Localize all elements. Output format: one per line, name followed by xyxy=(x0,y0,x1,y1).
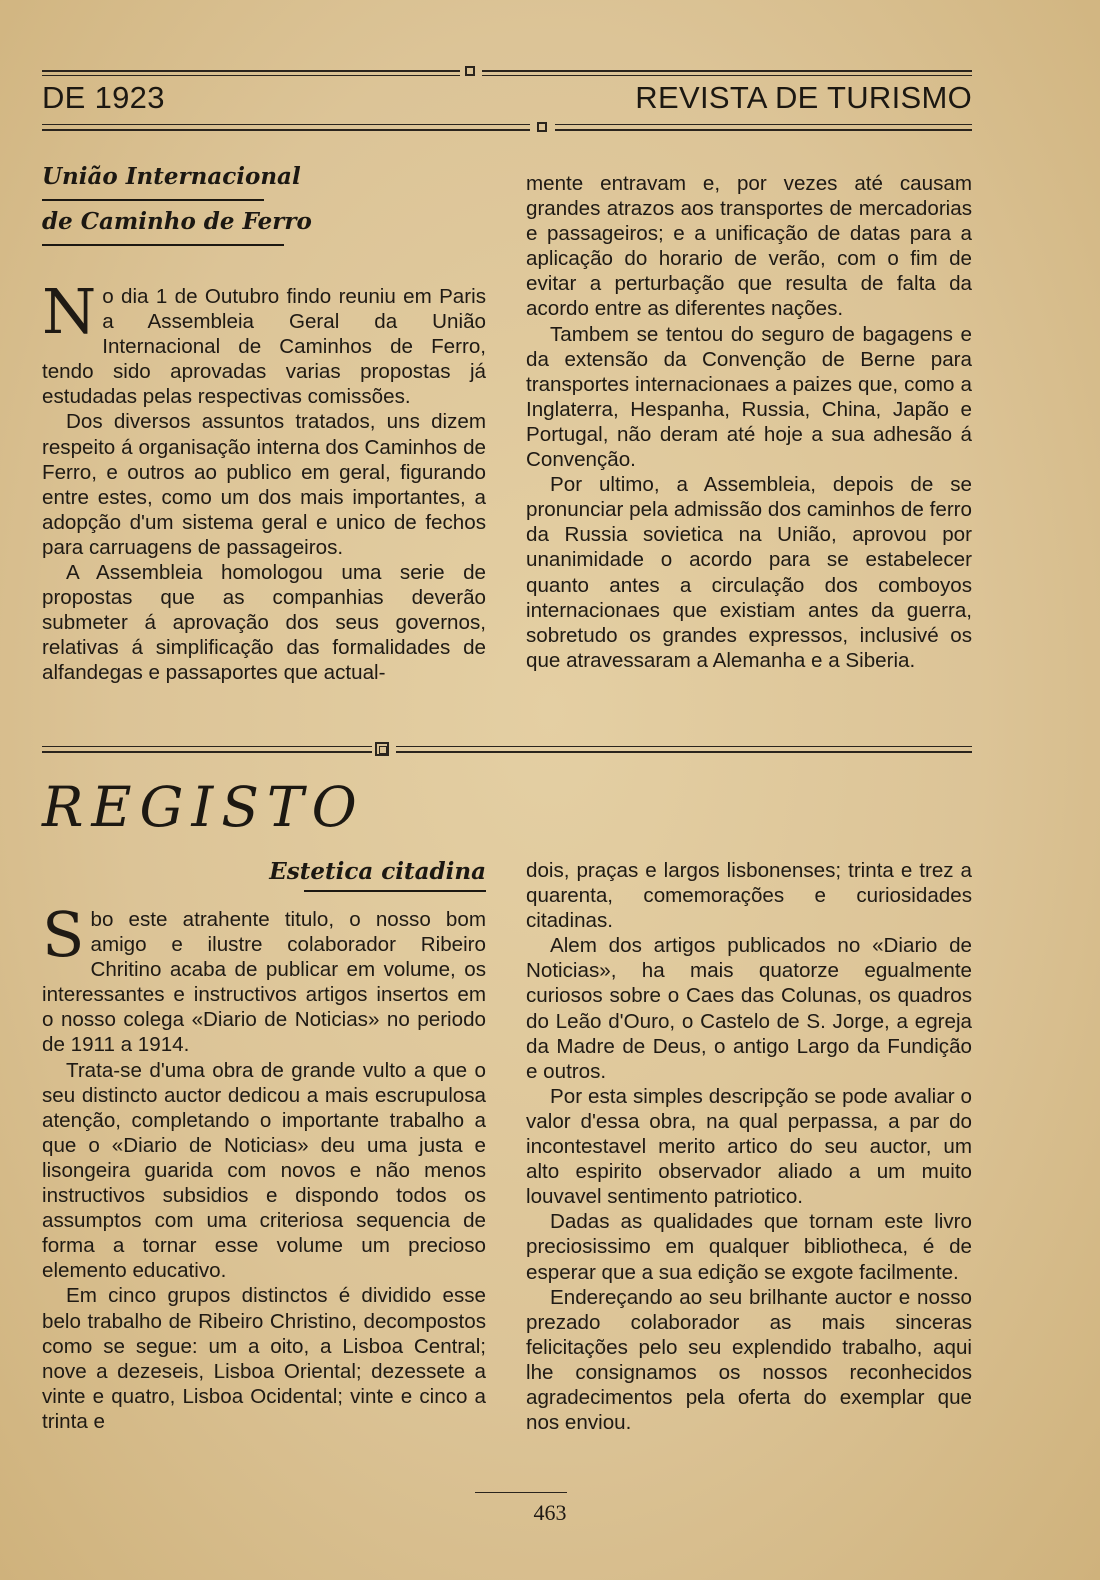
section-divider-left-thin xyxy=(42,746,372,747)
header-date: DE 1923 xyxy=(42,80,165,115)
header-magazine-title: REVISTA DE TURISMO xyxy=(635,80,972,115)
article1-paragraph-5: Tambem se tentou do seguro de bagagens e da extensão da Convenção de Berne para transportes internacionaes a paizes que, como a Inglaterra, Hespanha, Russia, China, Japão e Portugal, não deram até hoje a sua adhesão á Convenção. xyxy=(526,322,972,472)
article2-paragraph-3: Em cinco grupos distinctos é dividido esse belo trabalho de Ribeiro Christino, decompostos como se segue: um a oito, a Lisboa Central; nove a dezeseis, Lisboa Oriental; dezessete a vinte e quatro, Lisboa Ocidental; vinte e cinco a trinta e xyxy=(42,1284,486,1433)
article1-column-left xyxy=(42,275,486,686)
article2-dropcap: S xyxy=(42,898,85,971)
header-top-rule-right-thin xyxy=(482,75,972,76)
article2-title-underline xyxy=(304,890,486,892)
section-divider-right-thin xyxy=(396,746,972,747)
section-title: REGISTO xyxy=(42,775,365,839)
header-top-ornament xyxy=(465,66,475,76)
article2-paragraph-1: Sbo este atrahente titulo, o nosso bom amigo e ilustre colaborador Ribeiro Chritino acaba de publicar em volume, os interessantes e instructivos artigos insertos em o nosso colega «Diario de Noticias» no periodo de 1911 a 1914. xyxy=(42,898,486,1057)
header-bottom-rule-right xyxy=(555,129,972,131)
footer-rule xyxy=(475,1492,567,1493)
article2-paragraph-8: Endereçando ao seu brilhante auctor e nosso prezado colaborador as mais sinceras felicitações pelo seu explendido trabalho, aqui lhe consignamos os nossos reconhecidos agradecimentos pela oferta do exemplar que nos enviou. xyxy=(526,1285,972,1435)
article2-column-right xyxy=(526,858,972,1435)
header-top-rule-left xyxy=(42,70,460,72)
article1-paragraph-4: mente entravam e, por vezes até causam grandes atrazos aos transportes de mercadorias e passageiros; e a unificação de datas para a aplicação do horario de verão, com o fim de evitar a perturbação que resulta de falta da acordo entre as diferentes nações. xyxy=(526,172,972,321)
header-top-rule-left-thin xyxy=(42,75,460,76)
article1-title-line1: União Internacional xyxy=(42,163,301,190)
section-divider-right xyxy=(396,751,972,753)
article2-paragraph-5: Alem dos artigos publicados no «Diario de Noticias», ha mais quatorze egualmente curiosos sobre o Caes das Colunas, os quadros do Leão d'Ouro, o Castelo de S. Jorge, a egreja da Madre de Deus, o antigo Largo da Fundição e outros. xyxy=(526,934,972,1083)
article2-paragraph-6: Por esta simples descripção se pode avaliar o valor d'essa obra, na qual perpassa, a par do incontestavel merito artico do seu auctor, um alto espirito observador aliado a um muito louvavel sentimento patriotico. xyxy=(526,1084,972,1209)
article2-paragraph-4: dois, praças e largos lisbonenses; trinta e trez a quarenta, comemorações e curiosidades citadinas. xyxy=(526,859,972,933)
article1-paragraph-3: A Assembleia homologou uma serie de propostas que as companhias deverão submeter á aprovação dos seus governos, relativas á simplificação das formalidades de alfandegas e passaportes que actual- xyxy=(42,561,486,685)
article1-paragraph-6: Por ultimo, a Assembleia, depois de se pronunciar pela admissão dos caminhos de ferro da Russia sovietica na União, aprovou por unanimidade o acordo para se estabelecer quanto antes a circulação dos comboyos internacionaes que existiam antes da guerra, sobretudo os grandes expressos, inclusivé os que atravessaram a Alemanha e a Siberia. xyxy=(526,473,972,672)
article1-paragraph-2: Dos diversos assuntos tratados, uns dizem respeito á organisação interna dos Caminhos de Ferro, e outros ao publico em geral, figurando entre estes, como um dos mais importantes, a adopção d'um sistema geral e unico de fechos para carruagens de passageiros. xyxy=(42,410,486,559)
article1-title-underline1 xyxy=(42,199,264,201)
article2-paragraph-2: Trata-se d'uma obra de grande vulto a que o seu distincto auctor dedicou a mais escrupulosa atenção, completando o importante trabalho a que o «Diario de Noticias» deu uma justa e lisongeira guarida com novos e não menos instructivos subsidios e dispondo todos os assumptos com uma criteriosa sequencia de forma a tornar esse volume um precioso elemento educativo. xyxy=(42,1058,486,1283)
article2-title: Estetica citadina xyxy=(269,858,486,885)
article1-title-line2: de Caminho de Ferro xyxy=(42,208,312,235)
header-bottom-ornament xyxy=(537,122,547,132)
header-bottom-rule-left xyxy=(42,129,530,131)
article2-column-left xyxy=(42,898,486,1434)
header-bottom-rule-left-thin xyxy=(42,124,530,125)
header-bottom-rule-right-thin xyxy=(555,124,972,125)
article1-dropcap: N xyxy=(42,275,97,348)
article1-column-right xyxy=(526,171,972,673)
article2-paragraph-7: Dadas as qualidades que tornam este livro preciosissimo em qualquer bibliotheca, é de esperar que a sua edição se exgote facilmente. xyxy=(526,1210,972,1284)
section-divider-ornament xyxy=(375,742,389,756)
section-divider-left xyxy=(42,751,372,753)
page-number: 463 xyxy=(533,1500,567,1525)
article1-paragraph-1: No dia 1 de Outubro findo reuniu em Paris a Assembleia Geral da União Internacional de Caminhos de Ferro, tendo sido aprovadas varias propostas já estudadas pelas respectivas comissões. xyxy=(42,275,486,409)
header-top-rule-right xyxy=(482,70,972,72)
article1-title-underline2 xyxy=(42,244,284,246)
